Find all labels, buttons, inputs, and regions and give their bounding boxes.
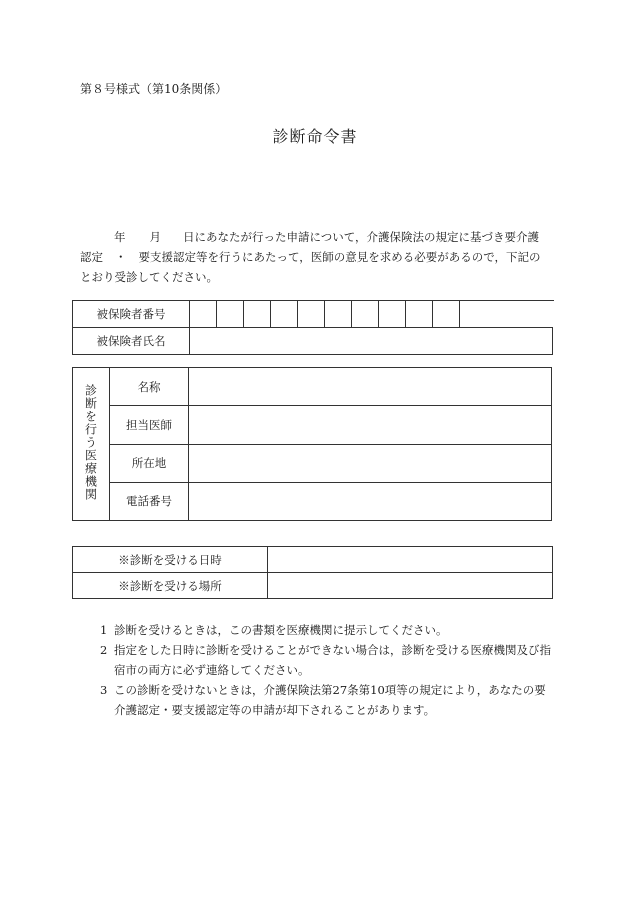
intro-line3: とおり受診してください。 <box>80 270 218 284</box>
phone-field[interactable] <box>189 482 552 520</box>
note-item <box>100 680 555 720</box>
insured-number-digit-8[interactable] <box>379 301 406 328</box>
intro-line2-text: 要支援認定等を行うにあたって，医師の意見を求める必要があるので，下記の <box>138 250 541 264</box>
note-text: 診断を受けるときは，この書類を医療機関に提示してください。 <box>114 623 448 637</box>
notes-list <box>100 620 555 720</box>
exam-place-label: ※診断を受ける場所 <box>73 573 268 599</box>
institution-name-field[interactable] <box>189 368 552 406</box>
exam-place-field[interactable] <box>268 573 553 599</box>
insured-name-label: 被保険者氏名 <box>73 328 190 355</box>
note-item <box>100 640 555 680</box>
note-item <box>100 620 555 640</box>
insured-number-digit-10[interactable] <box>433 301 460 328</box>
insured-number-digit-2[interactable] <box>217 301 244 328</box>
intro-line1-text: 日にあなたが行った申請について，介護保険法の規定に基づき要介護 <box>183 230 540 244</box>
insured-number-digit-5[interactable] <box>298 301 325 328</box>
year-label: 年 <box>114 230 126 244</box>
exam-datetime-label: ※診断を受ける日時 <box>73 547 268 573</box>
phone-label: 電話番号 <box>110 482 189 520</box>
note-number: 3 <box>100 683 108 697</box>
insured-number-digit-4[interactable] <box>271 301 298 328</box>
note-number: 2 <box>100 643 108 657</box>
institution-name-label: 名称 <box>110 368 189 406</box>
address-label: 所在地 <box>110 444 189 482</box>
insured-number-digit-3[interactable] <box>244 301 271 328</box>
insured-number-label: 被保険者番号 <box>73 301 190 328</box>
exam-datetime-field[interactable] <box>268 547 553 573</box>
institution-section-label: 診断を行う医療機関 <box>73 368 110 521</box>
form-number: 第８号様式（第10条関係） <box>80 82 228 96</box>
insured-number-digit-9[interactable] <box>406 301 433 328</box>
doctor-label: 担当医師 <box>110 406 189 444</box>
doctor-field[interactable] <box>189 406 552 444</box>
insured-name-field[interactable] <box>190 328 553 355</box>
insured-number-blank <box>460 301 555 328</box>
intro-line2-a: 認定 <box>80 250 103 264</box>
insured-name-table <box>72 327 553 355</box>
exam-table <box>72 546 553 599</box>
insured-number-digit-1[interactable] <box>190 301 217 328</box>
note-text: この診断を受けないときは，介護保険法第27条第10項等の規定により，あなたの要介護認定・要支援認定等の申請が却下されることがあります。 <box>114 683 546 717</box>
document-title: 診断命令書 <box>272 127 358 146</box>
month-label: 月 <box>149 230 161 244</box>
address-field[interactable] <box>189 444 552 482</box>
intro-paragraph <box>80 227 552 287</box>
insured-number-digit-6[interactable] <box>325 301 352 328</box>
intro-line2-dot: ・ <box>115 250 127 264</box>
insured-number-table <box>72 300 554 328</box>
note-text: 指定をした日時に診断を受けることができない場合は，診断を受ける医療機関及び指宿市の両方に必ず連絡してください。 <box>114 643 551 677</box>
note-number: 1 <box>100 623 108 637</box>
insured-number-digit-7[interactable] <box>352 301 379 328</box>
institution-table <box>72 367 552 521</box>
